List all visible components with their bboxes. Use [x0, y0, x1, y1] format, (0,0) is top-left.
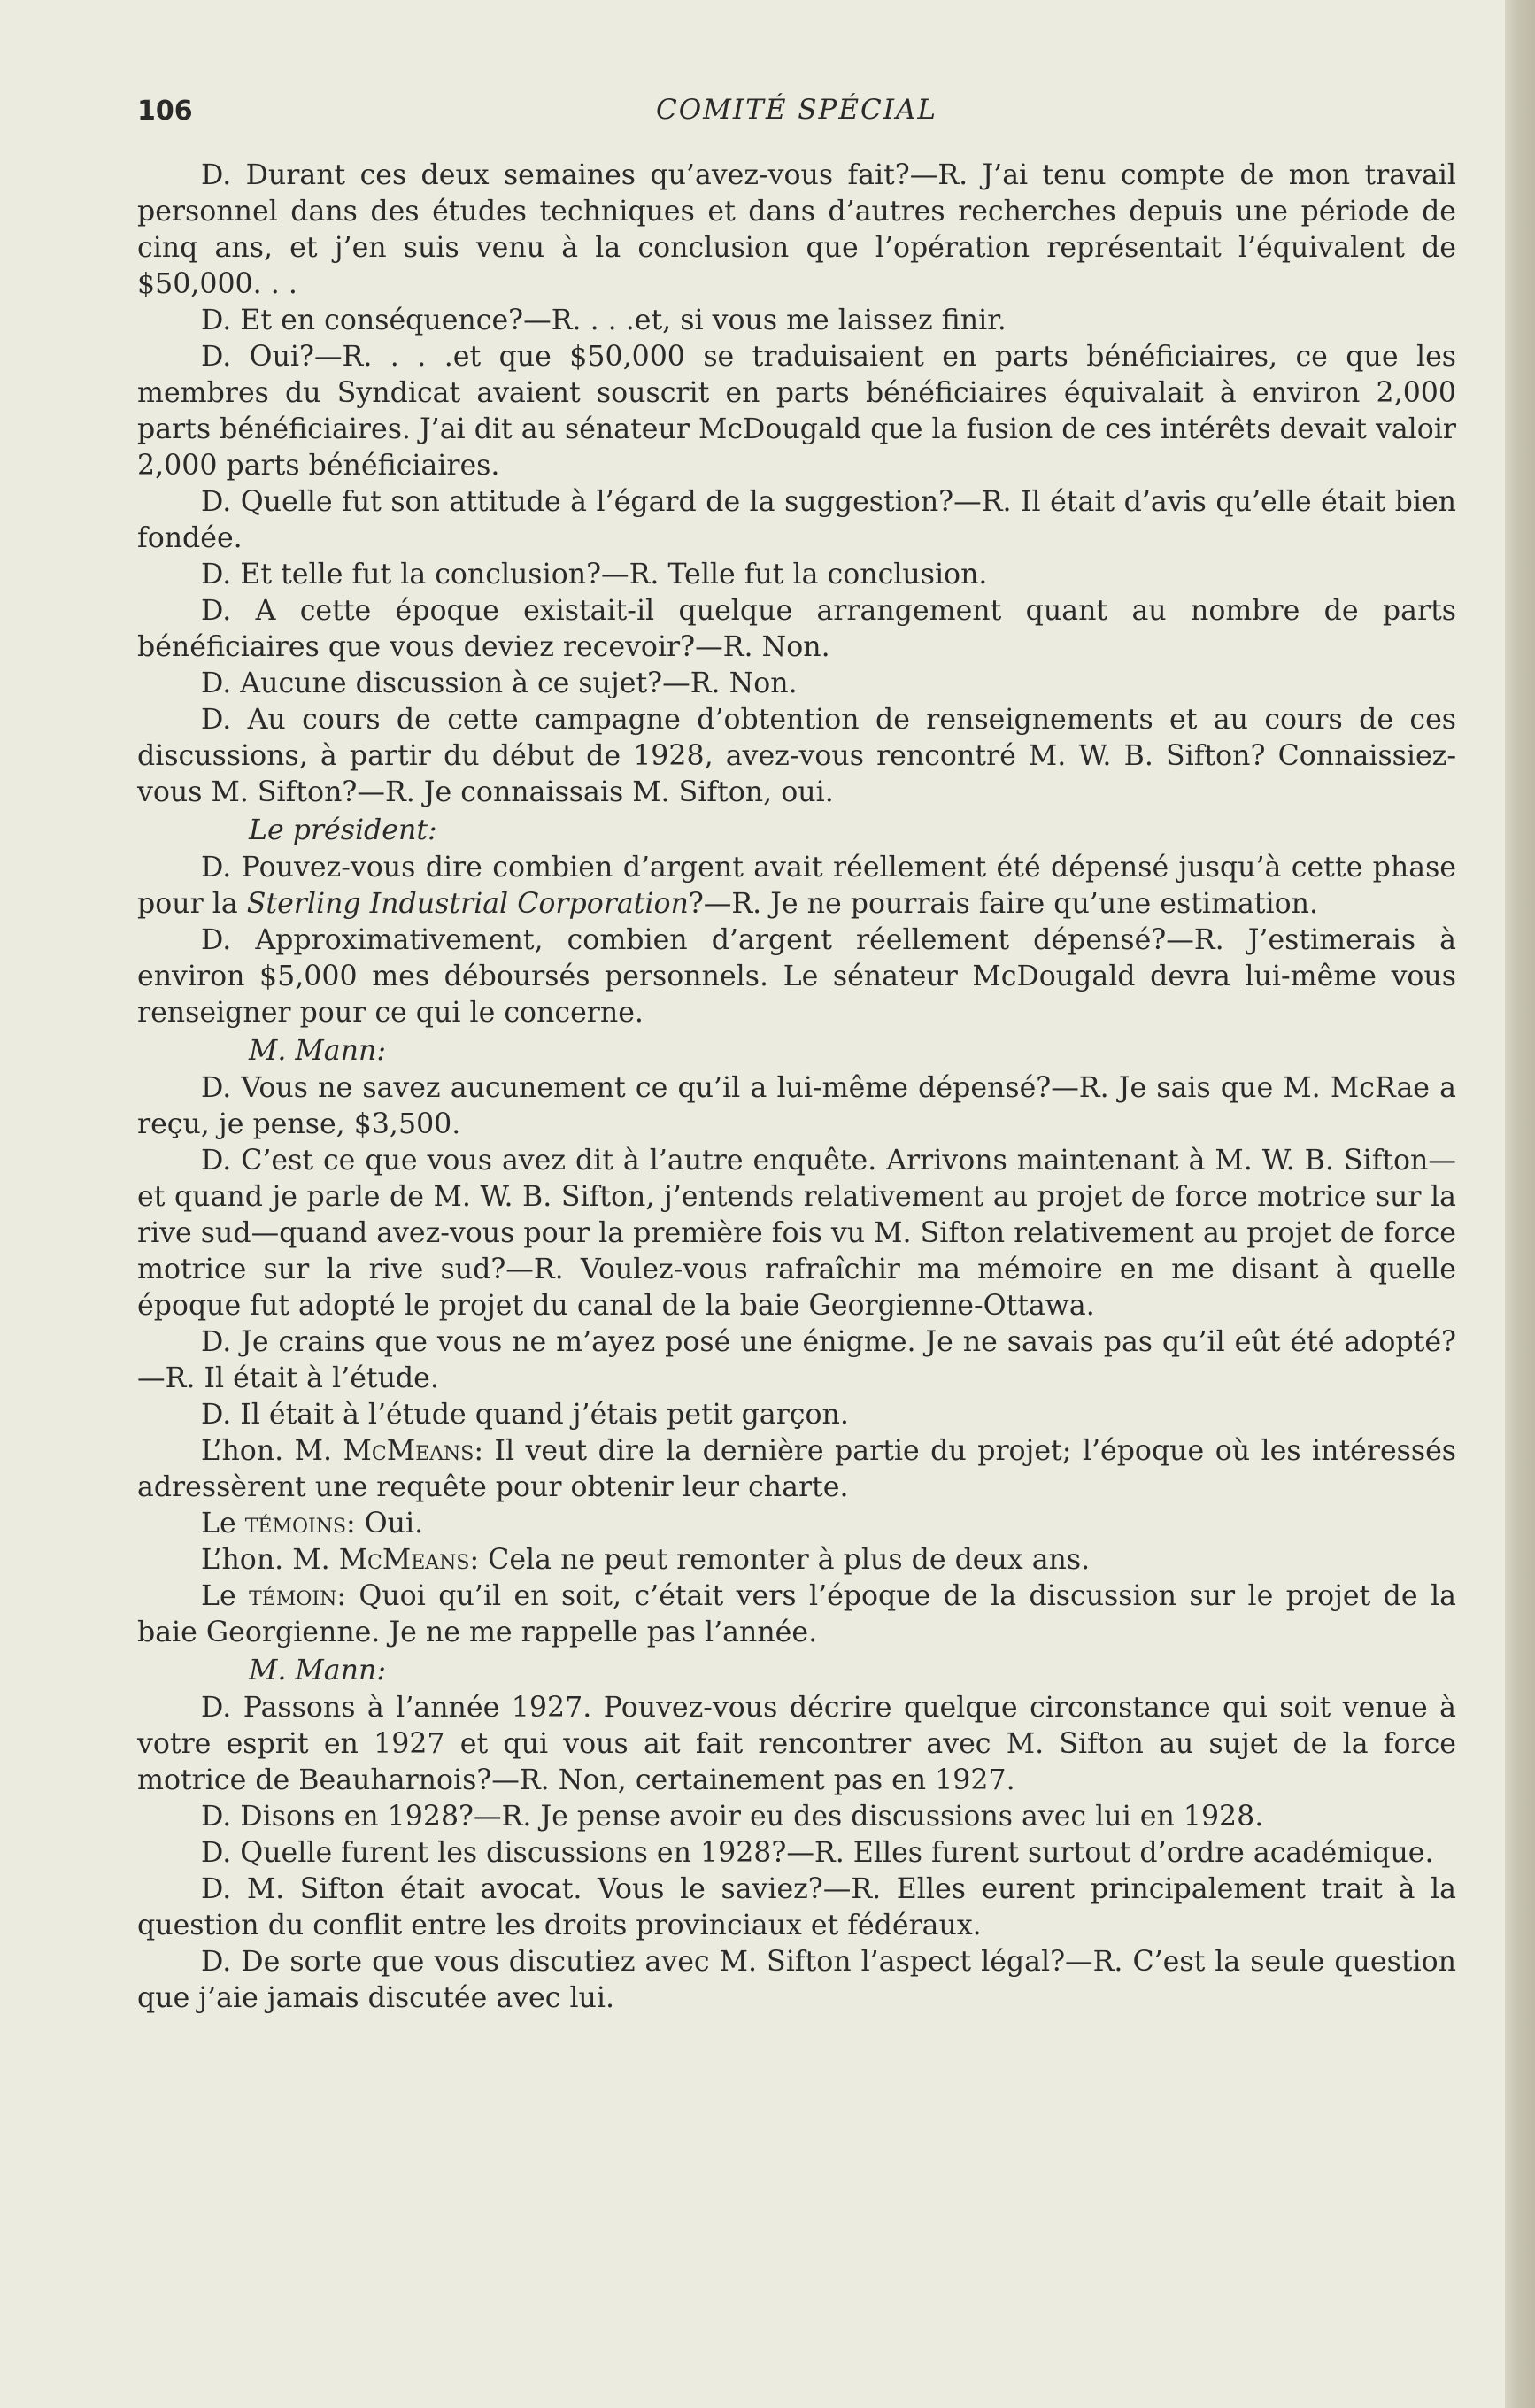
company-name: Sterling Industrial Corporation	[246, 888, 689, 920]
paragraph: D. A cette époque existait-il quelque arrangement quant au nombre de parts bénéficiaires que vous deviez recevoir?—R. Non.	[137, 595, 1456, 663]
paragraph: D. Durant ces deux semaines qu’avez-vous fait?—R. J’ai tenu compte de mon travail personnel dans des études techniques et dans d’autres recherches depuis une période de cinq ans, et j’en suis venu à la conclusion que l’opération représentait l’équivalent de $50,000. . .	[137, 159, 1456, 300]
paragraph	[137, 1506, 1456, 1542]
page-number: 106	[137, 96, 193, 127]
paragraph-text: : Oui.	[346, 1508, 424, 1540]
paragraph: D. Et en conséquence?—R. . . .et, si vous me laissez finir.	[201, 305, 1007, 336]
paragraph	[137, 1578, 1456, 1651]
page-header	[137, 89, 1456, 138]
paragraph-text: : Quoi qu’il en soit, c’était vers l’époque de la discussion sur le projet de la baie Georgienne. Je ne me rappelle pas l’année.	[137, 1580, 1456, 1648]
paragraph: D. M. Sifton était avocat. Vous le saviez?—R. Elles eurent principalement trait à la question du conflit entre les droits provinciaux et fédéraux.	[137, 1873, 1456, 1941]
page-edge-shadow	[1505, 0, 1535, 2408]
paragraph-text: ?—R. Je ne pourrais faire qu’une estimation.	[688, 888, 1318, 920]
paragraph	[137, 1433, 1456, 1506]
paragraph	[137, 850, 1456, 922]
paragraph: D. Passons à l’année 1927. Pouvez-vous décrire quelque circonstance qui soit venue à votre esprit en 1927 et qui vous ait fait rencontrer avec M. Sifton au sujet de la force motrice de Beauharnois?—R. Non, certainement pas en 1927.	[137, 1692, 1456, 1796]
paragraph	[137, 1542, 1456, 1578]
speaker-heading: Le président:	[249, 814, 437, 846]
paragraph-text: L’hon. M.	[201, 1544, 339, 1576]
paragraph: D. Vous ne savez aucunement ce qu’il a lui-même dépensé?—R. Je sais que M. McRae a reçu, je pense, $3,500.	[137, 1072, 1456, 1140]
paragraph: D. Approximativement, combien d’argent réellement dépensé?—R. J’estimerais à environ $5,000 mes déboursés personnels. Le sénateur McDougald devra lui-même vous renseigner pour ce qui le concerne.	[137, 924, 1456, 1029]
document-page	[137, 89, 1456, 2017]
paragraph: D. Je crains que vous ne m’ayez posé une énigme. Je ne savais pas qu’il eût été adopté?—R. Il était à l’étude.	[137, 1326, 1456, 1394]
paragraph: D. Au cours de cette campagne d’obtention de renseignements et au cours de ces discussions, à partir du début de 1928, avez-vous rencontré M. W. B. Sifton? Connaissiez-vous M. Sifton?—R. Je connaissais M. Sifton, oui.	[137, 704, 1456, 808]
speaker-name: témoins	[244, 1508, 347, 1540]
paragraph: D. De sorte que vous discutiez avec M. Sifton l’aspect légal?—R. C’est la seule question que j’aie jamais discutée avec lui.	[137, 1946, 1456, 2014]
speaker-name: McMeans	[343, 1435, 474, 1467]
paragraph: D. Oui?—R. . . .et que $50,000 se traduisaient en parts bénéficiaires, ce que les membres du Syndicat avaient souscrit en parts bénéficiaires équivalait à environ 2,000 parts bénéficiaires. J’ai dit au sénateur McDougald que la fusion de ces intérêts devait valoir 2,000 parts bénéficiaires.	[137, 341, 1456, 482]
speaker-heading: M. Mann:	[249, 1035, 386, 1067]
paragraph-text: Le	[201, 1508, 245, 1540]
paragraph: D. Il était à l’étude quand j’étais petit garçon.	[201, 1399, 849, 1431]
document-body	[137, 158, 1456, 2017]
speaker-name: témoin	[249, 1580, 337, 1612]
paragraph: D. Aucune discussion à ce sujet?—R. Non.	[201, 668, 798, 699]
running-head: COMITÉ SPÉCIAL	[656, 94, 937, 126]
paragraph-text: L’hon. M.	[201, 1435, 343, 1467]
speaker-heading: M. Mann:	[249, 1655, 386, 1686]
paragraph: D. Quelle fut son attitude à l’égard de la suggestion?—R. Il était d’avis qu’elle était bien fondée.	[137, 486, 1456, 554]
paragraph: D. Quelle furent les discussions en 1928?—R. Elles furent surtout d’ordre académique.	[201, 1837, 1434, 1869]
paragraph: D. Disons en 1928?—R. Je pense avoir eu des discussions avec lui en 1928.	[201, 1801, 1264, 1833]
paragraph-text: Le	[201, 1580, 250, 1612]
paragraph-text: : Cela ne peut remonter à plus de deux ans.	[469, 1544, 1091, 1576]
speaker-name: McMeans	[338, 1544, 470, 1576]
paragraph-text: D. Pouvez-vous dire combien d’argent avait réellement été dépensé jusqu’à cette phase pour la	[137, 852, 1456, 920]
paragraph-text: : Il veut dire la dernière partie du projet; l’époque où les intéressés adressèrent une requête pour obtenir leur charte.	[137, 1435, 1457, 1503]
paragraph: D. C’est ce que vous avez dit à l’autre enquête. Arrivons maintenant à M. W. B. Sifton—et quand je parle de M. W. B. Sifton, j’entends relativement au projet de force motrice sur la rive sud—quand avez-vous pour la première fois vu M. Sifton relativement au projet de force motrice sur la rive sud?—R. Voulez-vous rafraîchir ma mémoire en me disant à quelle époque fut adopté le projet du canal de la baie Georgienne-Ottawa.	[137, 1145, 1456, 1322]
paragraph: D. Et telle fut la conclusion?—R. Telle fut la conclusion.	[201, 559, 988, 590]
